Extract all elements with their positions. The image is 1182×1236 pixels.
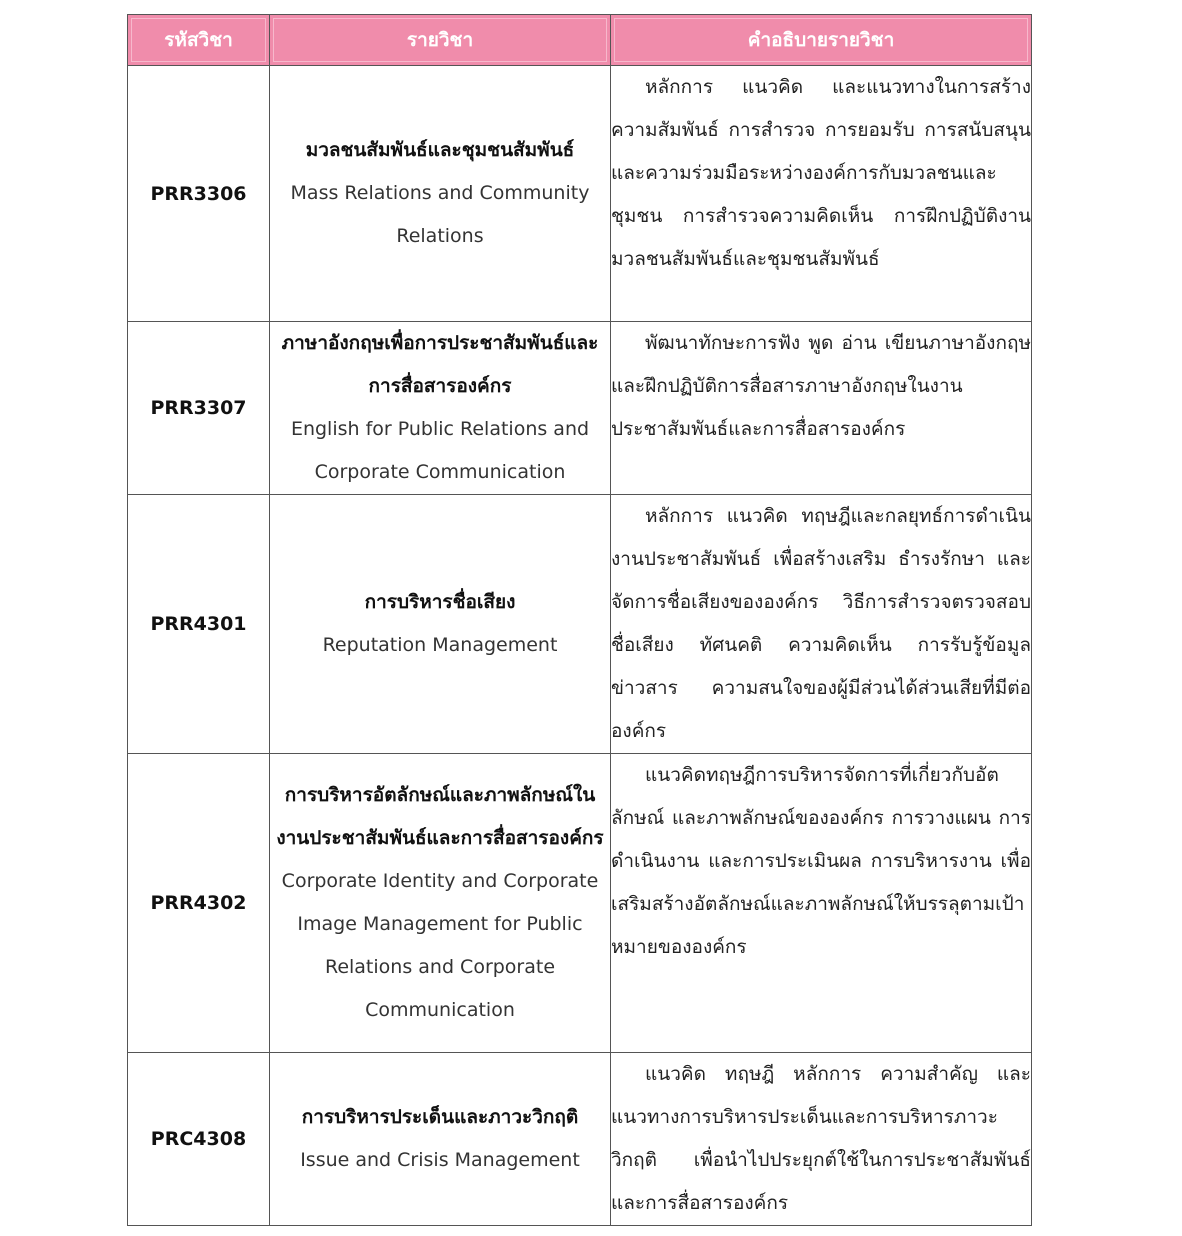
course-name-thai: มวลชนสัมพันธ์และชุมชนสัมพันธ์: [305, 139, 575, 161]
course-description: แนวคิดทฤษฎีการบริหารจัดการที่เกี่ยวกับอัตลักษณ์ และภาพลักษณ์ขององค์กร การวางแผน การดำเนินงาน และการประเมินผล การบริหารงาน เพื่อเสริมสร้างอัตลักษณ์และภาพลักษณ์ให้บรรลุตามเป้าหมายขององค์กร: [611, 764, 1031, 958]
course-code: PRR3307: [128, 322, 270, 495]
course-name-thai: ภาษาอังกฤษเพื่อการประชาสัมพันธ์และการสื่อสารองค์กร: [281, 332, 599, 397]
table-row: [128, 322, 1032, 495]
table-row: [128, 66, 1032, 322]
course-code: PRR3306: [128, 66, 270, 322]
course-name-cell: [270, 322, 611, 495]
course-description-cell: [611, 495, 1032, 754]
course-description: หลักการ แนวคิด และแนวทางในการสร้างความสัมพันธ์ การสำรวจ การยอมรับ การสนับสนุน และความร่วมมือระหว่างองค์การกับมวลชนและชุมชน การสำรวจความคิดเห็น การฝึกปฏิบัติงานมวลชนสัมพันธ์และชุมชนสัมพันธ์: [611, 76, 1031, 270]
course-description: หลักการ แนวคิด ทฤษฎีและกลยุทธ์การดำเนินงานประชาสัมพันธ์ เพื่อสร้างเสริม ธำรงรักษา และจัดการชื่อเสียงขององค์กร วิธีการสำรวจตรวจสอบ ชื่อเสียง ทัศนคติ ความคิดเห็น การรับรู้ข้อมูลข่าวสาร ความสนใจของผู้มีส่วนได้ส่วนเสียที่มีต่อองค์กร: [611, 505, 1031, 742]
course-name-english: Corporate Identity and Corporate Image Management for Public Relations and Corporate Communication: [281, 870, 599, 1021]
course-description-cell: [611, 754, 1032, 1053]
course-description-cell: [611, 66, 1032, 322]
course-table: [127, 14, 1032, 1226]
course-name-cell: [270, 754, 611, 1053]
table-row: [128, 754, 1032, 1053]
course-name-english: English for Public Relations and Corporate Communication: [290, 418, 590, 483]
course-description-cell: [611, 322, 1032, 495]
course-name-cell: [270, 495, 611, 754]
course-name-thai: การบริหารประเด็นและภาวะวิกฤติ: [301, 1106, 579, 1128]
course-name-thai: การบริหารอัตลักษณ์และภาพลักษณ์ในงานประชาสัมพันธ์และการสื่อสารองค์กร: [276, 784, 604, 849]
course-code: PRR4302: [128, 754, 270, 1053]
course-name-english: Reputation Management: [322, 634, 558, 656]
course-description: พัฒนาทักษะการฟัง พูด อ่าน เขียนภาษาอังกฤษและฝึกปฏิบัติการสื่อสารภาษาอังกฤษในงานประชาสัมพันธ์และการสื่อสารองค์กร: [611, 332, 1031, 440]
header-code: รหัสวิชา: [128, 15, 270, 66]
table-row: [128, 1053, 1032, 1226]
table-row: [128, 495, 1032, 754]
course-name-cell: [270, 1053, 611, 1226]
header-description: คำอธิบายรายวิชา: [611, 15, 1032, 66]
course-name-cell: [270, 66, 611, 322]
header-row: [128, 15, 1032, 66]
course-name-english: Mass Relations and Community Relations: [290, 182, 590, 247]
course-name-thai: การบริหารชื่อเสียง: [364, 591, 516, 613]
course-description: แนวคิด ทฤษฎี หลักการ ความสำคัญ และแนวทางการบริหารประเด็นและการบริหารภาวะวิกฤติ เพื่อนำไปประยุกต์ใช้ในการประชาสัมพันธ์และการสื่อสารองค์กร: [611, 1063, 1031, 1214]
course-description-cell: [611, 1053, 1032, 1226]
course-code: PRC4308: [128, 1053, 270, 1226]
header-name: รายวิชา: [270, 15, 611, 66]
course-name-english: Issue and Crisis Management: [300, 1149, 580, 1171]
course-code: PRR4301: [128, 495, 270, 754]
